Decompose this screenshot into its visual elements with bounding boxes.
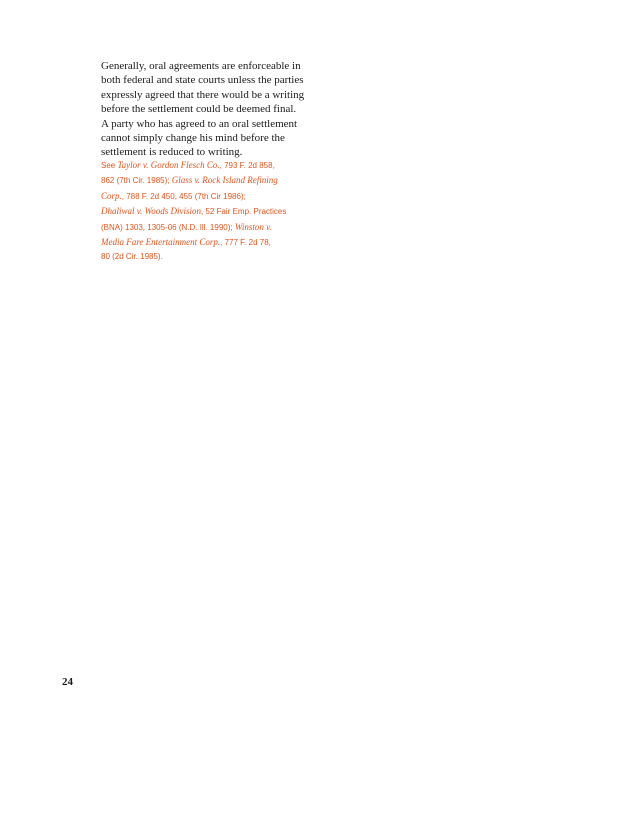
- case-name: Winston v.: [234, 221, 272, 232]
- citation-line: [101, 173, 331, 188]
- body-line: cannot simply change his mind before the: [101, 132, 285, 145]
- body-line: before the settlement could be deemed final.: [101, 103, 297, 116]
- case-name: Taylor v. Gordon Flesch Co.: [117, 160, 220, 170]
- citation-line: [101, 158, 331, 173]
- body-line: both federal and state courts unless the parties: [101, 74, 304, 87]
- citation-text: , 793 F. 2d 858,: [219, 161, 275, 170]
- body-line: settlement is reduced to writing.: [101, 146, 243, 159]
- case-name: Media Fare Entertainment Corp.: [101, 237, 221, 248]
- body-paragraph: [101, 59, 316, 160]
- citation-line: [101, 189, 331, 204]
- body-line: expressly agreed that there would be a writing: [101, 88, 305, 101]
- citation-text: , 777 F. 2d 78,: [220, 238, 271, 248]
- citation-text: 80 (2d Cir. 1985).: [101, 252, 163, 262]
- body-line: A party who has agreed to an oral settlement: [101, 117, 298, 130]
- citation-text: 862 (7th Cir. 1985);: [101, 176, 172, 186]
- case-name: Dhaliwal v. Woods Division: [101, 206, 202, 217]
- citation-text: See: [101, 161, 118, 170]
- case-name: Glass v. Rock Island Refining: [171, 175, 278, 186]
- page-number: 24: [62, 676, 73, 688]
- citation-text: (BNA) 1303, 1305-06 (N.D. Ill. 1990);: [101, 222, 235, 232]
- citation-line: [101, 204, 331, 219]
- legal-citation: [101, 158, 331, 265]
- citation-text: , 52 Fair Emp. Practices: [201, 207, 287, 217]
- citation-text: , 788 F. 2d 450, 455 (7th Cir 1986);: [121, 191, 246, 201]
- citation-line: [101, 235, 331, 250]
- citation-line: [101, 250, 331, 264]
- case-name: Corp.: [101, 190, 122, 201]
- citation-line: [101, 220, 331, 235]
- body-line: Generally, oral agreements are enforceable in: [101, 60, 301, 72]
